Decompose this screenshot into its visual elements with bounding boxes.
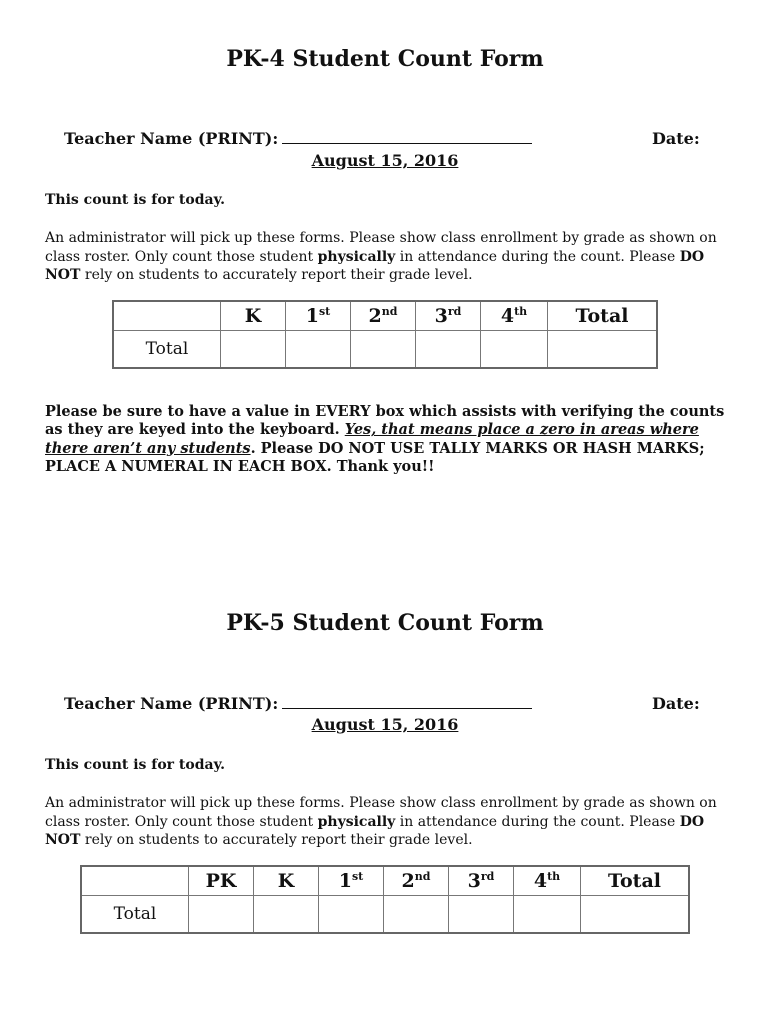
teacher-name-row xyxy=(64,129,532,148)
header-total: Total xyxy=(548,301,658,331)
teacher-name-field[interactable] xyxy=(282,694,532,709)
count-cell-1st[interactable] xyxy=(286,331,351,369)
count-table xyxy=(112,300,658,369)
teacher-name-row xyxy=(64,694,532,713)
header-4th: 4th xyxy=(481,301,548,331)
header-row xyxy=(81,866,689,896)
header-2nd: 2nd xyxy=(351,301,416,331)
count-cell-pk[interactable] xyxy=(189,896,254,934)
teacher-name-label: Teacher Name (PRINT): xyxy=(64,694,279,713)
count-cell-k[interactable] xyxy=(254,896,319,934)
count-cell-k[interactable] xyxy=(221,331,286,369)
count-cell-total[interactable] xyxy=(581,896,690,934)
form-title: PK-4 Student Count Form xyxy=(226,46,544,72)
today-note: This count is for today. xyxy=(45,757,225,773)
row-label: Total xyxy=(113,331,221,369)
count-table xyxy=(80,865,690,934)
closing-note: Please be sure to have a value in EVERY box which assists with verifying the counts as they are keyed into the keyboard. Yes, that means place a zero in areas where there aren’t any students. Please DO NOT USE TALLY MARKS OR HASH MARKS; PLACE A NUMERAL IN EACH BOX. Thank you!! xyxy=(45,403,725,475)
header-k: K xyxy=(221,301,286,331)
header-3rd: 3rd xyxy=(449,866,514,896)
total-row xyxy=(113,331,657,369)
count-cell-3rd[interactable] xyxy=(449,896,514,934)
header-blank xyxy=(81,866,189,896)
header-blank xyxy=(113,301,221,331)
header-4th: 4th xyxy=(514,866,581,896)
header-pk: PK xyxy=(189,866,254,896)
date-label: Date: xyxy=(652,129,700,148)
header-row xyxy=(113,301,657,331)
count-cell-total[interactable] xyxy=(548,331,658,369)
teacher-name-field[interactable] xyxy=(282,129,532,144)
count-cell-4th[interactable] xyxy=(514,896,581,934)
count-cell-2nd[interactable] xyxy=(351,331,416,369)
date-value: August 15, 2016 xyxy=(311,151,459,170)
instructions: An administrator will pick up these forms. Please show class enrollment by grade as shown on class roster. Only count those student physically in attendance during the count. Please DO NOT rely on students to accurately report their grade level. xyxy=(45,795,717,848)
count-cell-2nd[interactable] xyxy=(384,896,449,934)
count-cell-1st[interactable] xyxy=(319,896,384,934)
total-row xyxy=(81,896,689,934)
header-2nd: 2nd xyxy=(384,866,449,896)
count-cell-3rd[interactable] xyxy=(416,331,481,369)
date-label: Date: xyxy=(652,694,700,713)
instructions: An administrator will pick up these forms. Please show class enrollment by grade as shown on class roster. Only count those student physically in attendance during the count. Please DO NOT rely on students to accurately report their grade level. xyxy=(45,230,717,283)
header-1st: 1st xyxy=(319,866,384,896)
header-1st: 1st xyxy=(286,301,351,331)
header-total: Total xyxy=(581,866,690,896)
header-3rd: 3rd xyxy=(416,301,481,331)
teacher-name-label: Teacher Name (PRINT): xyxy=(64,129,279,148)
row-label: Total xyxy=(81,896,189,934)
today-note: This count is for today. xyxy=(45,192,225,208)
date-value: August 15, 2016 xyxy=(311,715,459,734)
count-cell-4th[interactable] xyxy=(481,331,548,369)
form-title: PK-5 Student Count Form xyxy=(226,610,544,636)
header-k: K xyxy=(254,866,319,896)
